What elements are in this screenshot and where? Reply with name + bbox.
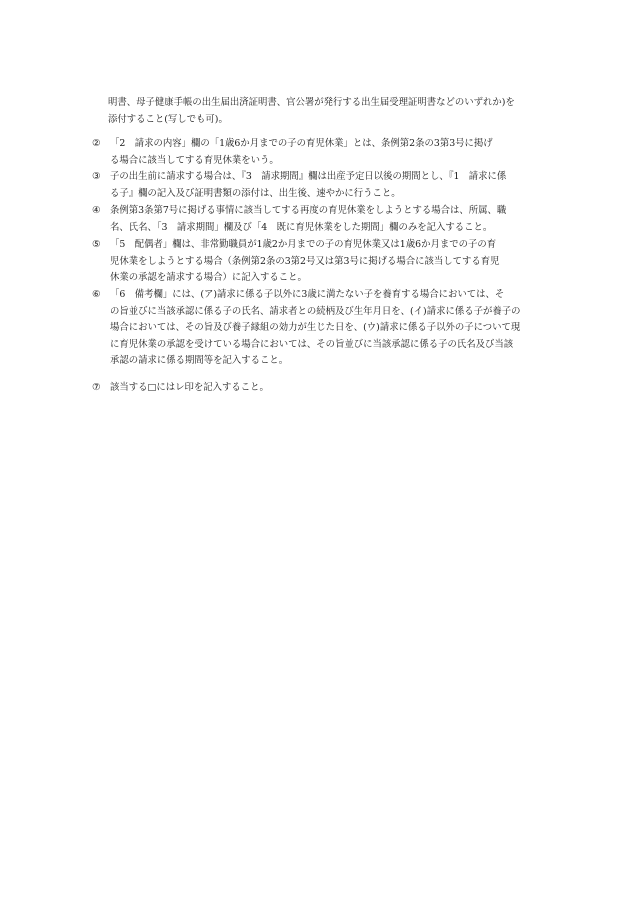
note-item-7 [92,380,560,397]
item-line: 該当する□にはレ印を記入すること。 [110,382,269,393]
item-line: 条例第3条第7号に掲げる事情に該当してする再度の育児休業をしようとする場合は、所属、職 [110,205,507,216]
item-line: る子』欄の記入及び証明書類の添付は、出生後、速やかに行うこと。 [110,187,401,199]
paragraph-line: 明書、母子健康手帳の出生届出済証明書、官公署が発行する出生届受理証明書などのいずれか)を [108,97,515,108]
item-number: ② [92,138,101,149]
item-line: 「2 請求の内容」欄の「1歳6か月までの子の育児休業」とは、条例第2条の3第3号に掲げ [110,138,493,149]
item-number: ④ [92,205,101,216]
item-line: 「6 備考欄」には、(ア)請求に係る子以外に3歳に満たない子を養育する場合においては、そ [110,289,505,300]
item-line: 名、氏名、「3 請求期間」欄及び「4 既に育児休業をした期間」欄のみを記入すること。 [110,221,493,233]
note-item-4 [92,203,560,236]
item-text [110,169,560,202]
item-line: の旨並びに当該承認に係る子の氏名、請求者との続柄及び生年月日を、(イ)請求に係る子が養子の [110,305,521,317]
item-text [110,203,560,236]
item-line: に育児休業の承認を受けている場合においては、その旨並びに当該承認に係る子の氏名及び当該 [110,338,514,350]
item-number: ⑤ [92,239,101,250]
paragraph-line: 添付すること(写しでも可)。 [108,113,228,125]
note-item-2 [92,136,560,169]
item-number: ③ [92,171,101,182]
continued-paragraph [108,95,558,128]
item-text [110,136,560,169]
item-line: 「5 配偶者」欄は、非常勤職員が1歳2か月までの子の育児休業又は1歳6か月までの子の育 [110,239,497,250]
item-text [110,237,560,287]
item-line: る場合に該当してする育児休業をいう。 [110,154,279,166]
item-number: ⑥ [92,289,101,300]
item-line: 場合においては、その旨及び養子縁組の効力が生じた日を、(ウ)請求に係る子以外の子について現 [110,322,521,333]
item-text [110,380,560,397]
item-text [110,287,560,370]
note-item-6 [92,287,560,370]
item-line: 休業の承認を請求する場合）に記入すること。 [110,272,307,283]
item-number: ⑦ [92,382,101,393]
item-line: 児休業をしようとする場合（条例第2条の3第2号又は第3号に掲げる場合に該当してする育児 [110,255,500,267]
item-line: 承認の請求に係る期間等を記入すること。 [110,355,289,366]
note-item-5 [92,237,560,287]
note-item-3 [92,169,560,202]
item-line: 子の出生前に請求する場合は、『3 請求期間』欄は出産予定日以後の期間とし、『1 請求に係 [110,171,507,182]
